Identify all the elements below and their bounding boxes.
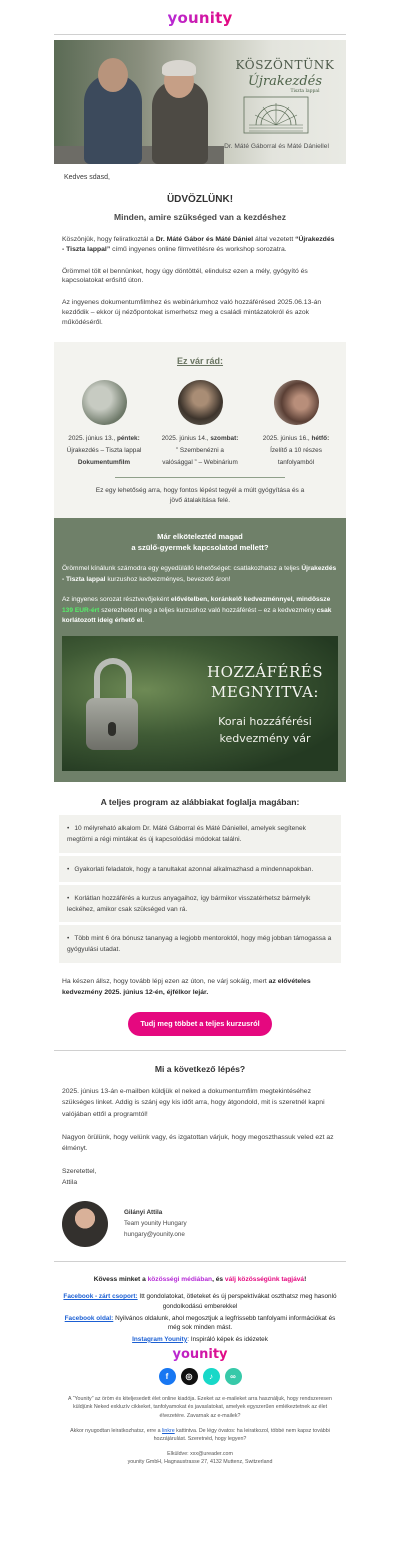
hero-hair bbox=[162, 60, 196, 76]
hero-title-small: KÖSZÖNTÜNK bbox=[235, 58, 335, 72]
schedule-events bbox=[54, 368, 346, 470]
facebook-page-link[interactable]: Facebook oldal: bbox=[64, 1314, 114, 1322]
instagram-text: : Inspiráló képek és idézetek bbox=[187, 1335, 268, 1343]
padlock-keyhole bbox=[108, 722, 116, 736]
signature-name: Gilányi Attila bbox=[124, 1209, 163, 1217]
event-date: 2025. június 14., bbox=[161, 434, 211, 442]
divider bbox=[54, 1261, 346, 1262]
offer-title-line: Már elköteleztéd magad bbox=[157, 531, 243, 541]
footer bbox=[54, 1395, 346, 1466]
intro-paragraph-3: Az ingyenes dokumentumfilmhez és webináriumhoz való hozzáférésed 2025.06.13-án kezdődik – ekkor új nézőpontokat ismerhetsz meg a családi mintázatokról és azok működéséről. bbox=[62, 299, 322, 327]
program-item bbox=[59, 856, 341, 882]
hero-head-left bbox=[98, 58, 128, 92]
facebook-page-text: Nyilvános oldalunk, ahol megosztjuk a legfrissebb tanfolyami információkat és még sok minden mást. bbox=[113, 1314, 336, 1332]
offer-emphasis: elővételben, koránkelő kedvezménnyel, mindössze bbox=[170, 596, 331, 604]
tiktok-icon[interactable]: ♪ bbox=[203, 1368, 220, 1385]
offer-banner-image[interactable] bbox=[62, 636, 338, 771]
footer-about: A “Younity” az öröm és kiteljesedett élet online kiadója. Ezeket az e-maileket arra használjuk, hogy rendszeresen küldjünk Neked exkluzív cikkeket, tanfolyamokat és javaslatokat, amelyek egyszerűen emlékeztetnek az élet élvezetére. Zavarnak az e-mailek? bbox=[68, 1396, 332, 1419]
cta-container bbox=[54, 1012, 346, 1037]
signature-email[interactable]: hungary@younity.one bbox=[124, 1231, 185, 1239]
offer-text: Örömmel kínálunk számodra egy egyedülálló lehetőséget: csatlakozhatsz a teljes bbox=[62, 565, 302, 573]
offer-section bbox=[54, 518, 346, 782]
banner-line-4: kedvezmény vár bbox=[219, 731, 311, 745]
younity-logo[interactable] bbox=[54, 0, 346, 32]
next-steps-title: Mi a következő lépés? bbox=[154, 1064, 246, 1075]
event-text bbox=[56, 433, 152, 470]
offer-title bbox=[62, 531, 338, 555]
email-container bbox=[54, 0, 346, 1467]
event-date: 2025. június 13., bbox=[68, 434, 117, 442]
younity-logo-footer[interactable] bbox=[54, 1346, 346, 1365]
footer-unsubscribe bbox=[64, 1427, 336, 1443]
facebook-page-line bbox=[54, 1314, 346, 1333]
join-community-link[interactable]: válj közösségünk tagjává bbox=[224, 1275, 305, 1283]
logo-text: younity bbox=[172, 1347, 228, 1363]
event-image bbox=[274, 380, 319, 425]
event-title: Újrakezdés – Tiszta lappal bbox=[66, 447, 142, 455]
event-day: szombat: bbox=[210, 434, 239, 442]
offer-course-name: Újrakezdés - Tiszta lappal bbox=[62, 565, 337, 583]
program-closing bbox=[54, 976, 346, 999]
program-item-text: Korlátlan hozzáférés a kurzus anyagaihoz, így bármikor visszatérhetsz bármelyik leckéhez, amikor csak szükséged van rá. bbox=[67, 894, 311, 914]
intro-text: című ingyenes online filmvetítésre és workshop sorozatra. bbox=[110, 245, 287, 253]
hero-title-sub: Tiszta lappal bbox=[290, 89, 320, 94]
welcome-subtitle: Minden, amire szükséged van a kezdéshez bbox=[114, 211, 286, 222]
program-item bbox=[59, 815, 341, 852]
schedule-section bbox=[54, 342, 346, 518]
event-card bbox=[248, 380, 344, 470]
bullet: • bbox=[67, 825, 70, 833]
footer-address: younity GmbH, Hagnaustrasse 27, 4132 Muttenz, Switzerland bbox=[127, 1459, 273, 1466]
hero-title-big: Újrakezdés bbox=[247, 74, 323, 89]
event-text bbox=[248, 433, 344, 470]
footer-sent-to: Elküldve: xxx@ureader.com bbox=[167, 1451, 233, 1458]
logo-text: younity bbox=[167, 9, 233, 27]
social-icons bbox=[54, 1368, 346, 1385]
instagram-line bbox=[54, 1335, 346, 1345]
program-item-text: Gyakorlati feladatok, hogy a tanultakat azonnal alkalmazhasd a mindennapokban. bbox=[74, 865, 314, 873]
footer-text: kattintva. De légy óvatos: ha leiratkozol, többé nem kapsz további hozzájárulást. Szeretnéd, hogy legyen? bbox=[153, 1427, 330, 1443]
signer-name: Attila bbox=[62, 1179, 78, 1187]
follow-text: ! bbox=[304, 1275, 307, 1283]
follow-us bbox=[54, 1275, 346, 1285]
greeting: Kedves sdasd, bbox=[64, 174, 110, 181]
event-card bbox=[152, 380, 248, 470]
intro-program-name: “Újrakezdés - Tiszta lappal” bbox=[62, 235, 335, 253]
event-day: hétfő: bbox=[311, 434, 330, 442]
footer-text: Akkor nyugodtan leiratkozhatsz, erre a bbox=[70, 1427, 163, 1434]
unsubscribe-link[interactable]: linkre bbox=[162, 1427, 175, 1434]
avatar bbox=[62, 1201, 108, 1247]
intro-text: Köszönjük, hogy feliratkoztál a bbox=[62, 235, 156, 243]
signoff bbox=[54, 1166, 346, 1189]
signature-team: Team younity Hungary bbox=[124, 1220, 187, 1228]
offer-emphasis: csak korlátozott ideig érhető el bbox=[62, 606, 332, 625]
banner-line-1: HOZZÁFÉRÉS bbox=[207, 662, 323, 681]
signoff-text: Szeretettel, bbox=[62, 1167, 97, 1175]
event-type: tanfolyamból bbox=[277, 459, 315, 467]
sunrise-icon bbox=[241, 95, 311, 135]
facebook-group-line bbox=[54, 1292, 346, 1311]
event-image bbox=[82, 380, 127, 425]
event-date: 2025. június 16., bbox=[262, 434, 312, 442]
next-paragraph-2: Nagyon örülünk, hogy velünk vagy, és izgatottan várjuk, hogy megoszthassuk veled ezt az élményt. bbox=[62, 1133, 334, 1153]
instagram-icon[interactable]: ◎ bbox=[181, 1368, 198, 1385]
event-title: Ízelítő a 10 részes bbox=[270, 447, 322, 455]
event-card bbox=[56, 380, 152, 470]
schedule-title: Ez vár rád: bbox=[176, 355, 224, 366]
intro-text: által vezetett bbox=[253, 235, 296, 243]
offer-title-line: a szülő-gyermek kapcsolatod mellett? bbox=[131, 543, 269, 553]
intro-names: Dr. Máté Gábor és Máté Dániel bbox=[155, 235, 254, 243]
link-icon[interactable]: ∞ bbox=[225, 1368, 242, 1385]
event-type: Dokumentumfilm bbox=[77, 459, 131, 467]
next-paragraph-1: 2025. június 13-án e-mailben küldjük el neked a dokumentumfilm megtekintéséhez szükséges linket. Addig is szánj egy kis időt arra, hogy átgondold, mit is szeretnél kapni valójában ettől a programtól! bbox=[62, 1087, 325, 1119]
offer-text: kurzushoz kedvezményes, bevezető áron! bbox=[105, 575, 231, 583]
padlock-shackle bbox=[94, 658, 132, 704]
program-list bbox=[54, 815, 346, 962]
event-image bbox=[178, 380, 223, 425]
divider bbox=[54, 34, 346, 35]
program-item-text: 10 mélyreható alkalom Dr. Máté Gáborral és Máté Dániellel, amelyek segítenek megtörni a régi mintákat és új kapcsolódási módokat találni. bbox=[67, 825, 306, 844]
program-item bbox=[59, 885, 341, 922]
offer-text: . bbox=[142, 617, 145, 625]
banner-line-3: Korai hozzáférési bbox=[218, 714, 312, 728]
hero-names: Dr. Máté Gáborral és Máté Dániellel bbox=[224, 143, 329, 150]
closing-deadline: az elővételes kedvezmény 2025. június 12-én, éjfélkor lejár. bbox=[62, 977, 311, 997]
signature-text bbox=[124, 1207, 187, 1240]
hero-banner bbox=[54, 40, 346, 164]
offer-text: Az ingyenes sorozat résztvevőjeként bbox=[62, 596, 171, 604]
divider bbox=[54, 1050, 346, 1051]
bullet: • bbox=[67, 935, 70, 943]
event-type: valósággal ” – Webinárium bbox=[162, 459, 238, 467]
facebook-icon[interactable]: f bbox=[159, 1368, 176, 1385]
learn-more-button[interactable]: Tudj meg többet a teljes kurzusról bbox=[128, 1012, 271, 1037]
intro-paragraph-1 bbox=[54, 235, 346, 255]
program-item bbox=[59, 925, 341, 962]
offer-paragraph-1 bbox=[62, 564, 338, 585]
program-item-text: Több mint 6 óra bónusz tananyag a legjobb mentoroktól, hogy még jobban támogassa a gyógyulási utadat. bbox=[67, 935, 332, 954]
banner-line-2: MEGNYITVA: bbox=[211, 682, 319, 701]
welcome-title: ÜDVÖZLÜNK! bbox=[166, 194, 234, 206]
offer-paragraph-2 bbox=[62, 595, 338, 627]
follow-text: Kövess minket a bbox=[93, 1275, 148, 1283]
schedule-footer: Ez egy lehetőség arra, hogy fontos lépést tegyél a múlt gyógyítása és a jövő átalakítása felé. bbox=[95, 487, 305, 504]
event-text bbox=[152, 433, 248, 470]
program-title: A teljes program az alábbiakat foglalja magában: bbox=[100, 796, 300, 807]
facebook-group-link[interactable]: Facebook - zárt csoport: bbox=[63, 1293, 138, 1301]
offer-text: szerezheted meg a teljes kurzushoz való hozzáférést – ez a kedvezmény bbox=[99, 606, 317, 614]
event-day: péntek: bbox=[116, 434, 140, 442]
event-title: ” Szembenézni a bbox=[176, 447, 224, 455]
bullet: • bbox=[67, 865, 70, 873]
bullet: • bbox=[67, 894, 70, 902]
instagram-link[interactable]: Instagram Younity bbox=[132, 1335, 188, 1343]
signature-block bbox=[54, 1189, 346, 1247]
intro-paragraph-2: Örömmel tölt el bennünket, hogy úgy döntöttél, elindulsz ezen a mély, gyógyító és kapcsolatokat erősítő úton. bbox=[62, 267, 308, 285]
social-media-link[interactable]: közösségi médiában bbox=[147, 1275, 213, 1283]
follow-text: , és bbox=[212, 1275, 225, 1283]
facebook-group-text: Itt gondolatokat, ötleteket és új perspektívákat oszthatsz meg hasonló gondolkodású emberekkel bbox=[137, 1293, 337, 1310]
closing-text: Ha készen állsz, hogy tovább lépj ezen az úton, ne várj sokáig, mert bbox=[62, 977, 269, 985]
offer-price: 139 EUR-ért bbox=[62, 606, 100, 614]
